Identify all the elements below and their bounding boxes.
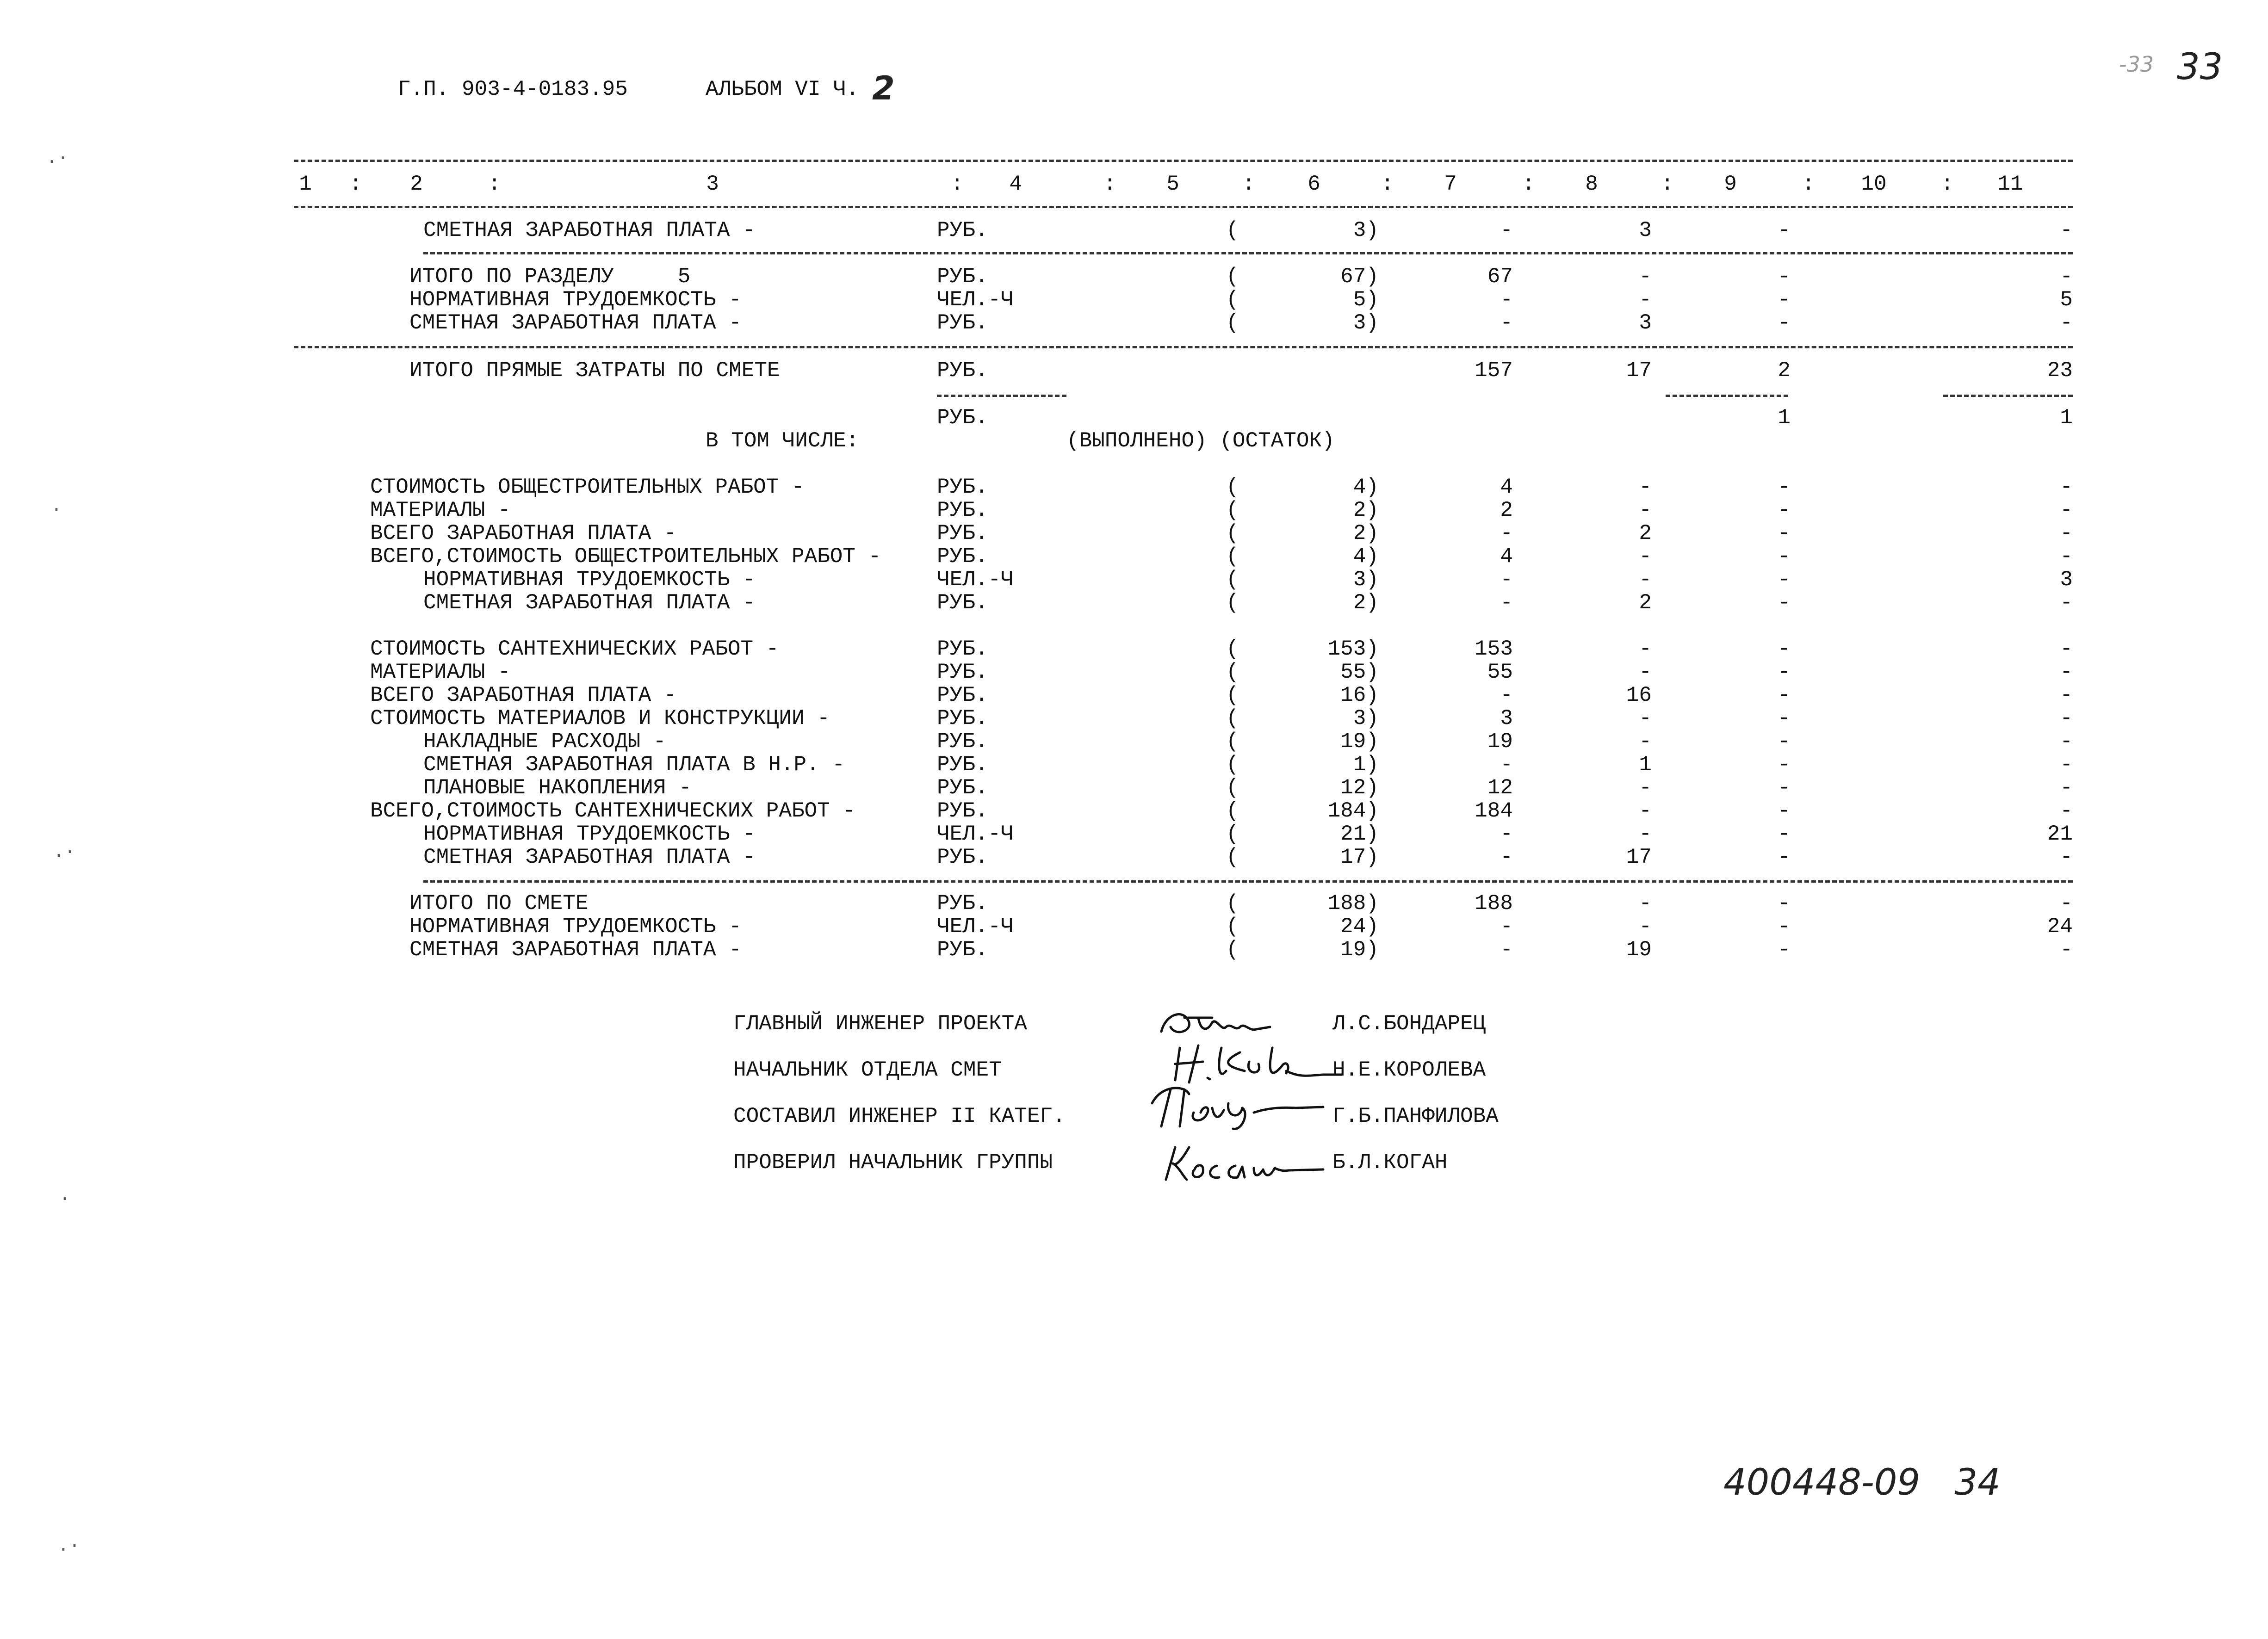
signatory-title: НАЧАЛЬНИК ОТДЕЛА СМЕТ xyxy=(733,1058,1002,1082)
open-paren: ( xyxy=(1226,730,1239,754)
cell-col6: 3) xyxy=(1353,311,1379,335)
column-number: 4 xyxy=(1009,172,1022,196)
cell-col11: 3 xyxy=(2060,568,2073,592)
signatory-name: Г.Б.ПАНФИЛОВА xyxy=(1332,1104,1499,1128)
cell-col11: - xyxy=(2060,521,2073,545)
row-unit: ЧЕЛ.-Ч xyxy=(937,568,1014,592)
cell-col8: 19 xyxy=(1626,938,1652,962)
cell-col7: 188 xyxy=(1475,891,1513,915)
row-label: ВСЕГО,СТОИМОСТЬ САНТЕХНИЧЕСКИХ РАБОТ - xyxy=(370,799,855,823)
row-unit: РУБ. xyxy=(937,265,988,289)
column-separator: : xyxy=(1661,172,1674,196)
cell-col9: - xyxy=(1778,891,1791,915)
open-paren: ( xyxy=(1226,498,1239,522)
cell-col7: - xyxy=(1500,568,1513,592)
row-label: ИТОГО ПРЯМЫЕ ЗАТРАТЫ ПО СМЕТЕ xyxy=(409,359,780,383)
row-label: НОРМАТИВНАЯ ТРУДОЕМКОСТЬ - xyxy=(409,288,742,312)
cell-col8: - xyxy=(1639,288,1652,312)
column-number: 11 xyxy=(1997,172,2023,196)
done-remaining-label: (ВЫПОЛНЕНО) (ОСТАТОК) xyxy=(1066,429,1335,453)
cell-col11: - xyxy=(2060,845,2073,869)
column-number: 6 xyxy=(1308,172,1320,196)
cell-col9: - xyxy=(1778,753,1791,777)
cell-col7: - xyxy=(1500,218,1513,242)
row-unit: РУБ. xyxy=(937,938,988,962)
row-unit: РУБ. xyxy=(937,521,988,545)
cell-col6: 67) xyxy=(1340,265,1379,289)
open-paren: ( xyxy=(1226,799,1239,823)
row-unit: РУБ. xyxy=(937,799,988,823)
cell-col6: 2) xyxy=(1353,521,1379,545)
row-separator xyxy=(1943,395,2073,397)
cell-col6: 3) xyxy=(1353,706,1379,730)
cell-col9: 2 xyxy=(1778,359,1791,383)
row-unit: РУБ. xyxy=(937,475,988,499)
cell-col9: - xyxy=(1778,822,1791,846)
cell-col6: 21) xyxy=(1340,822,1379,846)
cell-col8: - xyxy=(1639,660,1652,684)
cell-col8: - xyxy=(1639,799,1652,823)
open-paren: ( xyxy=(1226,938,1239,962)
cell-col9: - xyxy=(1778,706,1791,730)
cell-col9: - xyxy=(1778,938,1791,962)
cell-col8: - xyxy=(1639,891,1652,915)
scan-speck: .· xyxy=(46,148,69,169)
cell-col8: - xyxy=(1639,498,1652,522)
row-unit: РУБ. xyxy=(937,660,988,684)
column-number: 5 xyxy=(1166,172,1179,196)
cell-col11: 24 xyxy=(2047,915,2073,939)
cell-col9: - xyxy=(1778,498,1791,522)
cell-col11: - xyxy=(2060,706,2073,730)
row-unit: РУБ. xyxy=(937,637,988,661)
open-paren: ( xyxy=(1226,683,1239,707)
cell-col11: - xyxy=(2060,891,2073,915)
cell-col9: - xyxy=(1778,475,1791,499)
column-number: 7 xyxy=(1444,172,1457,196)
cell-col7: - xyxy=(1500,845,1513,869)
row-label: ВСЕГО,СТОИМОСТЬ ОБЩЕСТРОИТЕЛЬНЫХ РАБОТ - xyxy=(370,544,881,569)
cell-col9: 1 xyxy=(1778,406,1791,430)
cell-col6: 3) xyxy=(1353,218,1379,242)
cell-col8: - xyxy=(1639,915,1652,939)
open-paren: ( xyxy=(1226,753,1239,777)
row-label: НАКЛАДНЫЕ РАСХОДЫ - xyxy=(423,730,666,754)
scan-speck: .· xyxy=(58,1536,81,1557)
row-separator xyxy=(423,880,2073,883)
row-separator xyxy=(1666,395,1788,397)
cell-col11: 5 xyxy=(2060,288,2073,312)
column-separator: : xyxy=(1242,172,1255,196)
cell-col6: 55) xyxy=(1340,660,1379,684)
column-separator: : xyxy=(1103,172,1116,196)
open-paren: ( xyxy=(1226,544,1239,569)
cell-col6: 1) xyxy=(1353,753,1379,777)
row-separator xyxy=(294,346,2073,348)
row-label: СТОИМОСТЬ ОБЩЕСТРОИТЕЛЬНЫХ РАБОТ - xyxy=(370,475,805,499)
row-label: НОРМАТИВНАЯ ТРУДОЕМКОСТЬ - xyxy=(423,822,756,846)
cell-col9: - xyxy=(1778,544,1791,569)
column-separator: : xyxy=(349,172,362,196)
cell-col11: - xyxy=(2060,311,2073,335)
column-number: 3 xyxy=(706,172,719,196)
signatory-title: ПРОВЕРИЛ НАЧАЛЬНИК ГРУППЫ xyxy=(733,1150,1053,1175)
row-unit: РУБ. xyxy=(937,753,988,777)
cell-col8: - xyxy=(1639,637,1652,661)
cell-col6: 184) xyxy=(1327,799,1379,823)
cell-col11: 1 xyxy=(2060,406,2073,430)
open-paren: ( xyxy=(1226,475,1239,499)
row-label: МАТЕРИАЛЫ - xyxy=(370,660,511,684)
cell-col7: - xyxy=(1500,753,1513,777)
cell-col6: 16) xyxy=(1340,683,1379,707)
column-separator: : xyxy=(1522,172,1535,196)
row-unit: РУБ. xyxy=(937,544,988,569)
page-mark-handwritten: 33 xyxy=(2177,46,2223,88)
cell-col7: 3 xyxy=(1500,706,1513,730)
row-unit: РУБ. xyxy=(937,591,988,615)
column-number: 1 xyxy=(299,172,312,196)
footer-code-handwritten: 400448-09 34 xyxy=(1723,1462,2001,1503)
column-number: 9 xyxy=(1724,172,1737,196)
cell-col6: 2) xyxy=(1353,591,1379,615)
cell-col7: 67 xyxy=(1487,265,1513,289)
cell-col11: - xyxy=(2060,265,2073,289)
signature-panfilova xyxy=(1143,1085,1328,1136)
document-code: Г.П. 903-4-0183.95 xyxy=(398,77,628,101)
signatory-title: СОСТАВИЛ ИНЖЕНЕР II КАТЕГ. xyxy=(733,1104,1066,1128)
cell-col6: 24) xyxy=(1340,915,1379,939)
cell-col11: - xyxy=(2060,498,2073,522)
cell-col7: 157 xyxy=(1475,359,1513,383)
open-paren: ( xyxy=(1226,776,1239,800)
row-label: ИТОГО ПО РАЗДЕЛУ 5 xyxy=(409,265,691,289)
column-separator: : xyxy=(951,172,964,196)
column-separator: : xyxy=(1381,172,1394,196)
cell-col6: 5) xyxy=(1353,288,1379,312)
cell-col11: - xyxy=(2060,591,2073,615)
cell-col7: - xyxy=(1500,521,1513,545)
row-label: НОРМАТИВНАЯ ТРУДОЕМКОСТЬ - xyxy=(423,568,756,592)
cell-col9: - xyxy=(1778,521,1791,545)
row-label: СТОИМОСТЬ МАТЕРИАЛОВ И КОНСТРУКЦИИ - xyxy=(370,706,830,730)
cell-col8: 17 xyxy=(1626,845,1652,869)
cell-col8: - xyxy=(1639,568,1652,592)
column-number: 2 xyxy=(410,172,423,196)
table-rule-top xyxy=(294,160,2073,162)
in-that-number-label: В ТОМ ЧИСЛЕ: xyxy=(706,429,859,453)
row-label: НОРМАТИВНАЯ ТРУДОЕМКОСТЬ - xyxy=(409,915,742,939)
cell-col9: - xyxy=(1778,915,1791,939)
row-label: ВСЕГО ЗАРАБОТНАЯ ПЛАТА - xyxy=(370,683,677,707)
cell-col6: 19) xyxy=(1340,938,1379,962)
cell-col9: - xyxy=(1778,218,1791,242)
cell-col9: - xyxy=(1778,730,1791,754)
cell-col6: 4) xyxy=(1353,544,1379,569)
open-paren: ( xyxy=(1226,845,1239,869)
column-number: 10 xyxy=(1861,172,1887,196)
cell-col7: 153 xyxy=(1475,637,1513,661)
open-paren: ( xyxy=(1226,660,1239,684)
cell-col9: - xyxy=(1778,568,1791,592)
cell-col11: - xyxy=(2060,475,2073,499)
scan-speck: · xyxy=(59,1189,71,1210)
cell-col7: - xyxy=(1500,311,1513,335)
cell-col7: - xyxy=(1500,683,1513,707)
cell-col7: - xyxy=(1500,915,1513,939)
cell-col9: - xyxy=(1778,776,1791,800)
row-unit: РУБ. xyxy=(937,730,988,754)
cell-col6: 153) xyxy=(1327,637,1379,661)
cell-col8: 3 xyxy=(1639,218,1652,242)
row-unit: ЧЕЛ.-Ч xyxy=(937,915,1014,939)
cell-col7: 55 xyxy=(1487,660,1513,684)
cell-col9: - xyxy=(1778,683,1791,707)
open-paren: ( xyxy=(1226,822,1239,846)
row-unit: РУБ. xyxy=(937,891,988,915)
cell-col11: 21 xyxy=(2047,822,2073,846)
cell-col7: 4 xyxy=(1500,475,1513,499)
cell-col7: 4 xyxy=(1500,544,1513,569)
cell-col9: - xyxy=(1778,288,1791,312)
cell-col7: - xyxy=(1500,938,1513,962)
cell-col8: - xyxy=(1639,706,1652,730)
cell-col8: 2 xyxy=(1639,521,1652,545)
column-separator: : xyxy=(1941,172,1954,196)
row-separator xyxy=(937,395,1066,397)
cell-col9: - xyxy=(1778,591,1791,615)
cell-col9: - xyxy=(1778,660,1791,684)
open-paren: ( xyxy=(1226,591,1239,615)
row-unit: РУБ. xyxy=(937,359,988,383)
row-unit: РУБ. xyxy=(937,311,988,335)
column-separator: : xyxy=(1802,172,1815,196)
cell-col6: 17) xyxy=(1340,845,1379,869)
scan-speck: .· xyxy=(53,842,76,863)
row-label: СМЕТНАЯ ЗАРАБОТНАЯ ПЛАТА - xyxy=(423,218,756,242)
open-paren: ( xyxy=(1226,706,1239,730)
cell-col7: - xyxy=(1500,288,1513,312)
row-unit: РУБ. xyxy=(937,776,988,800)
album-part-handwritten: 2 xyxy=(872,69,895,107)
cell-col6: 4) xyxy=(1353,475,1379,499)
signatory-name: Н.Е.КОРОЛЕВА xyxy=(1332,1058,1486,1082)
row-label: СТОИМОСТЬ САНТЕХНИЧЕСКИХ РАБОТ - xyxy=(370,637,779,661)
cell-col9: - xyxy=(1778,799,1791,823)
row-label: СМЕТНАЯ ЗАРАБОТНАЯ ПЛАТА - xyxy=(423,591,756,615)
cell-col7: - xyxy=(1500,591,1513,615)
cell-col9: - xyxy=(1778,637,1791,661)
signatory-name: Л.С.БОНДАРЕЦ xyxy=(1332,1012,1486,1036)
cell-col11: - xyxy=(2060,938,2073,962)
row-label: МАТЕРИАЛЫ - xyxy=(370,498,511,522)
cell-col11: - xyxy=(2060,637,2073,661)
open-paren: ( xyxy=(1226,265,1239,289)
cell-col7: 12 xyxy=(1487,776,1513,800)
open-paren: ( xyxy=(1226,218,1239,242)
cell-col6: 12) xyxy=(1340,776,1379,800)
row-separator xyxy=(423,252,2073,254)
row-unit: РУБ. xyxy=(937,845,988,869)
cell-col9: - xyxy=(1778,265,1791,289)
cell-col9: - xyxy=(1778,311,1791,335)
album-label: АЛЬБОМ VI Ч. xyxy=(706,77,859,101)
signatory-title: ГЛАВНЫЙ ИНЖЕНЕР ПРОЕКТА xyxy=(733,1012,1027,1036)
cell-col8: 2 xyxy=(1639,591,1652,615)
column-separator: : xyxy=(488,172,501,196)
signature-kogan xyxy=(1161,1138,1332,1184)
cell-col11: - xyxy=(2060,730,2073,754)
open-paren: ( xyxy=(1226,891,1239,915)
open-paren: ( xyxy=(1226,311,1239,335)
open-paren: ( xyxy=(1226,521,1239,545)
cell-col6: 2) xyxy=(1353,498,1379,522)
column-number: 8 xyxy=(1585,172,1598,196)
row-label: СМЕТНАЯ ЗАРАБОТНАЯ ПЛАТА - xyxy=(423,845,756,869)
cell-col8: 17 xyxy=(1626,359,1652,383)
row-label: ВСЕГО ЗАРАБОТНАЯ ПЛАТА - xyxy=(370,521,677,545)
cell-col8: - xyxy=(1639,776,1652,800)
table-rule-header-bottom xyxy=(294,206,2073,208)
cell-col8: 16 xyxy=(1626,683,1652,707)
cell-col11: - xyxy=(2060,683,2073,707)
signatory-name: Б.Л.КОГАН xyxy=(1332,1150,1448,1175)
signature-koroleva xyxy=(1171,1039,1346,1089)
open-paren: ( xyxy=(1226,915,1239,939)
cell-col11: - xyxy=(2060,799,2073,823)
row-unit: РУБ. xyxy=(937,406,988,430)
cell-col8: - xyxy=(1639,475,1652,499)
cell-col6: 19) xyxy=(1340,730,1379,754)
open-paren: ( xyxy=(1226,568,1239,592)
cell-col8: 3 xyxy=(1639,311,1652,335)
row-label: ИТОГО ПО СМЕТЕ xyxy=(409,891,589,915)
cell-col7: - xyxy=(1500,822,1513,846)
row-unit: ЧЕЛ.-Ч xyxy=(937,288,1014,312)
row-unit: ЧЕЛ.-Ч xyxy=(937,822,1014,846)
cell-col11: - xyxy=(2060,753,2073,777)
row-unit: РУБ. xyxy=(937,218,988,242)
cell-col11: - xyxy=(2060,660,2073,684)
row-unit: РУБ. xyxy=(937,706,988,730)
open-paren: ( xyxy=(1226,288,1239,312)
cell-col6: 188) xyxy=(1327,891,1379,915)
row-unit: РУБ. xyxy=(937,498,988,522)
cell-col11: - xyxy=(2060,544,2073,569)
cell-col9: - xyxy=(1778,845,1791,869)
cell-col11: - xyxy=(2060,776,2073,800)
cell-col8: - xyxy=(1639,822,1652,846)
row-label: ПЛАНОВЫЕ НАКОПЛЕНИЯ - xyxy=(423,776,692,800)
page-mark-prefix: -33 xyxy=(2119,52,2154,77)
cell-col8: - xyxy=(1639,544,1652,569)
row-label: СМЕТНАЯ ЗАРАБОТНАЯ ПЛАТА - xyxy=(409,311,742,335)
row-label: СМЕТНАЯ ЗАРАБОТНАЯ ПЛАТА - xyxy=(409,938,742,962)
cell-col7: 2 xyxy=(1500,498,1513,522)
cell-col7: 184 xyxy=(1475,799,1513,823)
cell-col11: - xyxy=(2060,218,2073,242)
cell-col8: - xyxy=(1639,265,1652,289)
cell-col8: 1 xyxy=(1639,753,1652,777)
cell-col8: - xyxy=(1639,730,1652,754)
cell-col6: 3) xyxy=(1353,568,1379,592)
row-label: СМЕТНАЯ ЗАРАБОТНАЯ ПЛАТА В Н.Р. - xyxy=(423,753,845,777)
cell-col11: 23 xyxy=(2047,359,2073,383)
open-paren: ( xyxy=(1226,637,1239,661)
row-unit: РУБ. xyxy=(937,683,988,707)
scan-speck: · xyxy=(51,500,62,520)
cell-col7: 19 xyxy=(1487,730,1513,754)
